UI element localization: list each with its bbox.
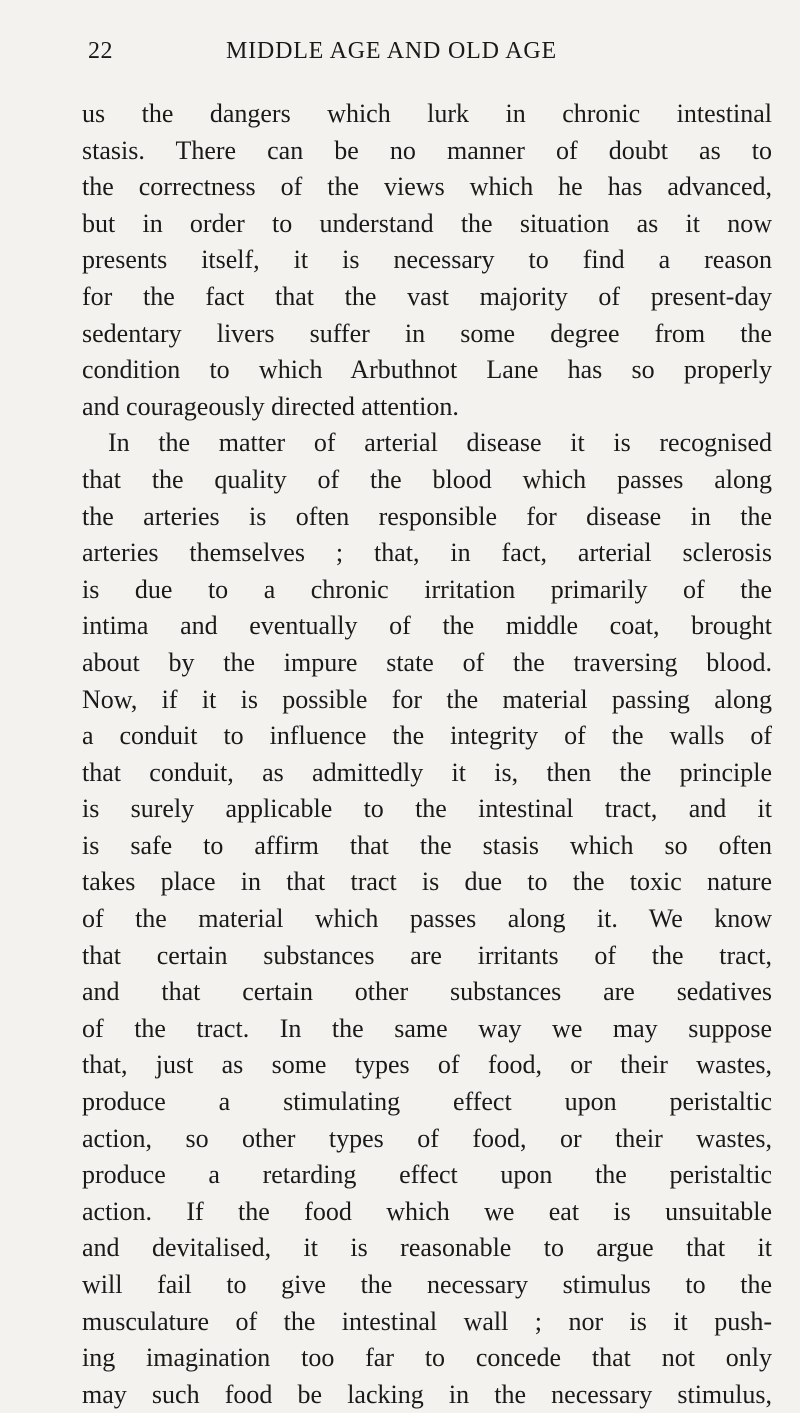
- paragraph-end-line: and courageously directed attention.: [82, 391, 459, 421]
- text-line: that the quality of the blood which passes along: [82, 464, 772, 494]
- text-line: action, so other types of food, or their wastes,: [82, 1123, 772, 1153]
- text-line: that, just as some types of food, or their wastes,: [82, 1050, 772, 1080]
- text-line: that certain substances are irritants of the tract,: [82, 940, 772, 970]
- running-title: MIDDLE AGE AND OLD AGE: [226, 38, 557, 64]
- text-line: stasis. There can be no manner of doubt as to: [82, 135, 772, 165]
- text-line: Now, if it is possible for the material passing along: [82, 684, 772, 714]
- text-line: is surely applicable to the intestinal tract, and it: [82, 794, 772, 824]
- body-text: [82, 96, 772, 1413]
- text-line: presents itself, it is necessary to find a reason: [82, 245, 772, 275]
- text-line: produce a retarding effect upon the peristaltic: [82, 1160, 772, 1190]
- text-line: condition to which Arbuthnot Lane has so properly: [82, 355, 772, 385]
- paragraph-start-line: In the matter of arterial disease it is recognised: [108, 428, 772, 458]
- text-line: produce a stimulating effect upon peristaltic: [82, 1087, 772, 1117]
- text-line: will fail to give the necessary stimulus to the: [82, 1270, 772, 1299]
- text-line: about by the impure state of the traversing blood.: [82, 647, 772, 677]
- book-page: [82, 38, 772, 1413]
- text-line: sedentary livers suffer in some degree from the: [82, 318, 772, 348]
- text-line: but in order to understand the situation as it now: [82, 208, 772, 238]
- running-head: [88, 38, 772, 78]
- text-line: arteries themselves ; that, in fact, arterial sclerosis: [82, 538, 772, 568]
- text-line: a conduit to influence the integrity of the walls of: [82, 721, 772, 751]
- text-line: ing imagination too far to concede that not only: [82, 1343, 772, 1373]
- text-line: and that certain other substances are sedatives: [82, 977, 772, 1007]
- text-line: musculature of the intestinal wall ; nor is it push-: [82, 1306, 772, 1336]
- text-line: may such food be lacking in the necessary stimulus,: [82, 1379, 772, 1409]
- text-line: is safe to affirm that the stasis which so often: [82, 830, 772, 860]
- text-line: of the tract. In the same way we may suppose: [82, 1013, 772, 1043]
- text-line: of the material which passes along it. We know: [82, 904, 772, 934]
- text-line: for the fact that the vast majority of present-day: [82, 281, 772, 311]
- text-line: intima and eventually of the middle coat, brought: [82, 611, 772, 641]
- text-line: and devitalised, it is reasonable to argue that it: [82, 1233, 772, 1263]
- text-line: the arteries is often responsible for disease in the: [82, 501, 772, 531]
- text-line: is due to a chronic irritation primarily of the: [82, 574, 772, 604]
- text-line: us the dangers which lurk in chronic intestinal: [82, 99, 772, 128]
- text-line: action. If the food which we eat is unsuitable: [82, 1196, 772, 1226]
- page-number: 22: [88, 38, 113, 64]
- text-line: the correctness of the views which he has advanced,: [82, 172, 772, 202]
- text-line: that conduit, as admittedly it is, then the principle: [82, 757, 772, 787]
- text-line: takes place in that tract is due to the toxic nature: [82, 867, 772, 897]
